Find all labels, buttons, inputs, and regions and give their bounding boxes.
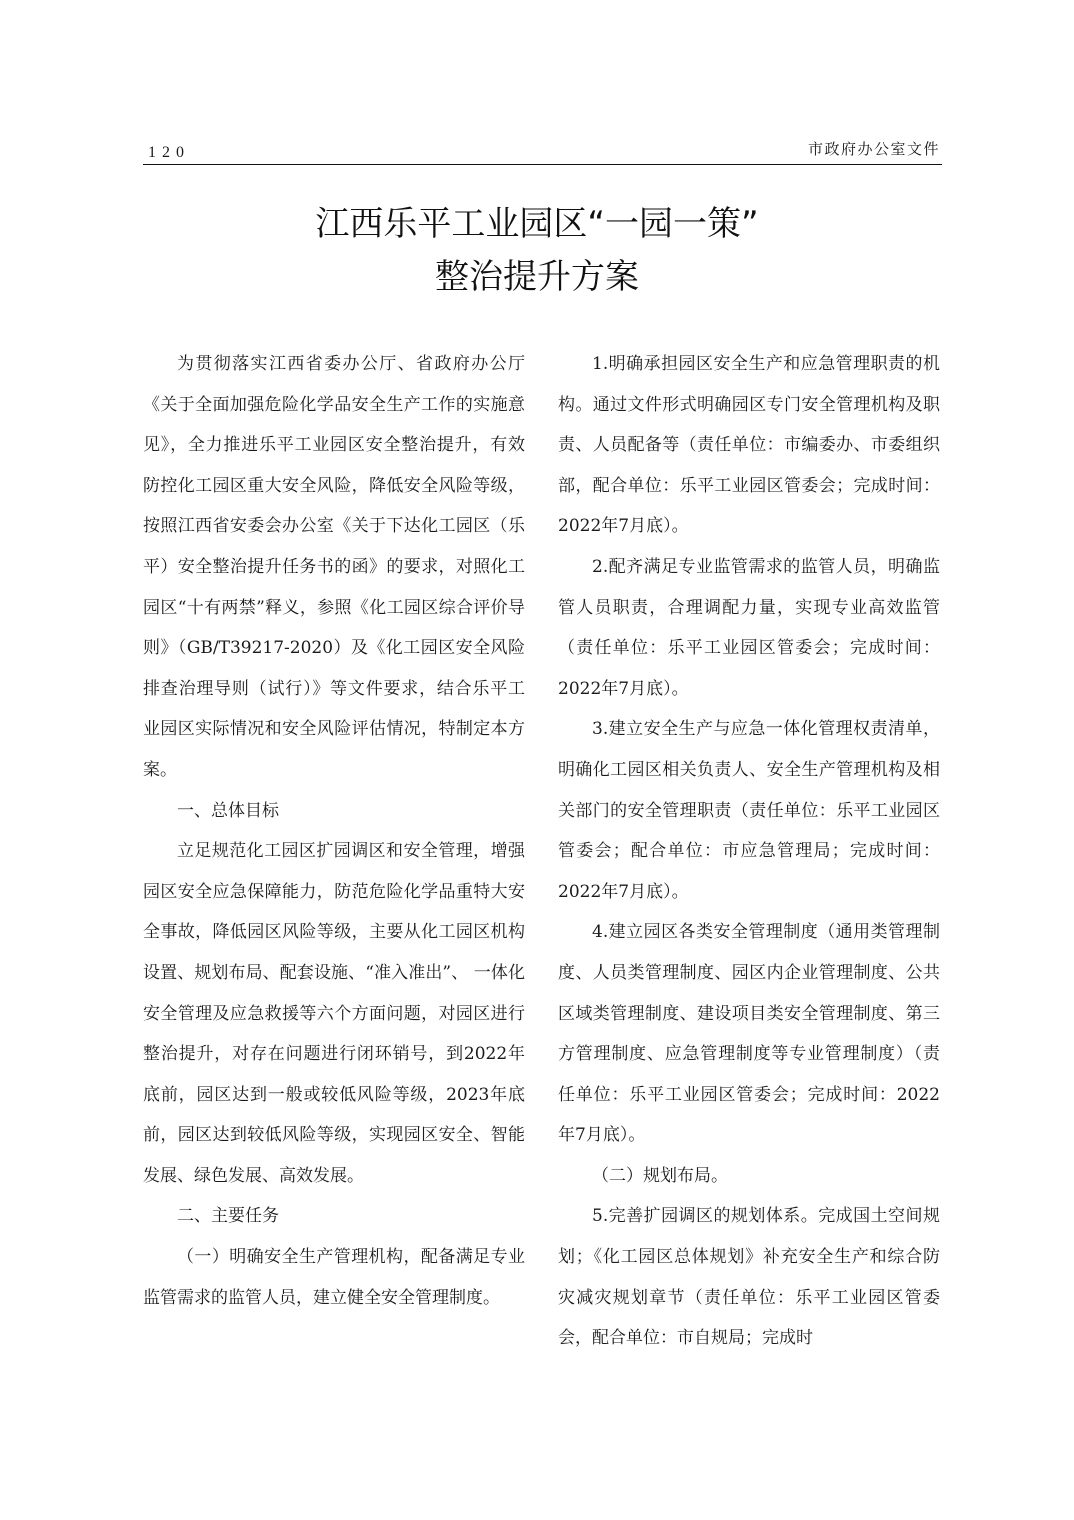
right-column [558,344,940,1359]
document-title-line-1: 江西乐平工业园区“一园一策” [315,204,759,244]
task-item-1: 1.明确承担园区安全生产和应急管理职责的机构。通过文件形式明确园区专门安全管理机构及职责、人员配备等（责任单位：市编委办、市委组织部，配合单位：乐平工业园区管委会；完成时间：2022年7月底）。 [558,354,940,537]
subsection-heading-1: （一）明确安全生产管理机构，配备满足专业监管需求的监管人员，建立健全安全管理制度。 [143,1247,525,1308]
page-number: 120 [148,144,190,161]
overall-goal-paragraph: 立足规范化工园区扩园调区和安全管理，增强园区安全应急保障能力，防范危险化学品重特大安全事故，降低园区风险等级，主要从化工园区机构设置、规划布局、配套设施、“准入准出”、 一体化安全管理及应急救援等六个方面问题，对园区进行整治提升，对存在问题进行闭环销号，到2022年底前，园区达到一般或较低风险等级，2023年底前，园区达到较低风险等级，实现园区安全、智能发展、绿色发展、高效发展。 [143,841,525,1186]
running-title: 市政府办公室文件 [807,140,940,158]
document-title-line-2: 整治提升方案 [435,257,639,297]
left-column [143,344,525,1318]
intro-paragraph: 为贯彻落实江西省委办公厅、省政府办公厅《关于全面加强危险化学品安全生产工作的实施意见》，全力推进乐平工业园区安全整治提升，有效防控化工园区重大安全风险，降低安全风险等级，按照江西省安委会办公室《关于下达化工园区（乐平）安全整治提升任务书的函》的要求，对照化工园区“十有两禁”释义，参照《化工园区综合评价导则》（GB/T39217-2020）及《化工园区安全风险排查治理导则（试行）》等文件要求，结合乐平工业园区实际情况和安全风险评估情况，特制定本方案。 [143,354,525,780]
task-item-2: 2.配齐满足专业监管需求的监管人员，明确监管人员职责，合理调配力量，实现专业高效监管（责任单位：乐平工业园区管委会；完成时间：2022年7月底）。 [558,556,940,699]
section-heading-overall-goal: 一、总体目标 [177,800,279,821]
subsection-heading-2: （二）规划布局。 [592,1165,728,1186]
task-item-5: 5.完善扩园调区的规划体系。完成国土空间规划；《化工园区总体规划》补充安全生产和综合防灾减灾规划章节（责任单位：乐平工业园区管委会，配合单位：市自规局；完成时 [558,1206,940,1349]
task-item-3: 3.建立安全生产与应急一体化管理权责清单，明确化工园区相关负责人、安全生产管理机构及相关部门的安全管理职责（责任单位：乐平工业园区管委会；配合单位：市应急管理局；完成时间：2022年7月底）。 [558,719,940,902]
page-header [143,138,942,165]
section-heading-main-tasks: 二、主要任务 [177,1206,279,1227]
task-item-4: 4.建立园区各类安全管理制度（通用类管理制度、人员类管理制度、园区内企业管理制度、公共区域类管理制度、建设项目类安全管理制度、第三方管理制度、应急管理制度等专业管理制度）（责任单位：乐平工业园区管委会；完成时间：2022年7月底）。 [558,922,940,1146]
